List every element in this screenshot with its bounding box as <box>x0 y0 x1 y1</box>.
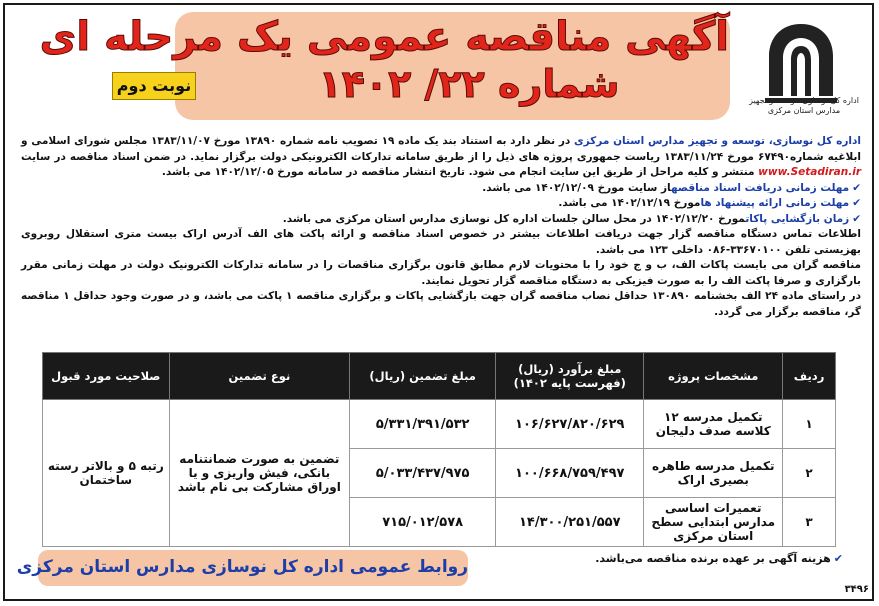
estimated-price: ۱۰۰/۶۶۸/۷۵۹/۴۹۷ <box>496 449 644 498</box>
estimated-price: ۱۴/۳۰۰/۲۵۱/۵۵۷ <box>496 498 644 547</box>
table-header-row <box>43 353 836 400</box>
header-estimated-price: مبلغ برآورد (ریال) (فهرست پایه ۱۴۰۲) <box>496 353 644 400</box>
project-spec: تکمیل مدرسه طاهره بصیری اراک <box>644 449 783 498</box>
estimated-price: ۱۰۶/۶۲۷/۸۲۰/۶۲۹ <box>496 400 644 449</box>
guarantee-amount: ۷۱۵/۰۱۲/۵۷۸ <box>350 498 496 547</box>
header-qualification: صلاحیت مورد قبول <box>43 353 170 400</box>
check-icon: ✔ <box>852 212 861 225</box>
deadline-label: زمان بازگشایی پاکات <box>745 212 850 225</box>
quorum-paragraph: در راستای ماده ۲۴ الف بخشنامه ۱۳۰۸۹۰ حداقل نصاب مناقصه گران جهت بازگشایی پاکات و برگزاری مناقصه ۱ پاکت می باشد، و در صورت وجود حداقل ۱ مناقصه گر، مناقصه برگزار می گردد. <box>21 290 861 318</box>
logo-caption: اداره کل نوسازی، توسعه و تجهیز مدارس استان مرکزی <box>749 96 859 115</box>
public-relations-text: روابط عمومی اداره کل نوسازی مدارس استان مرکزی <box>16 557 468 577</box>
projects-table <box>42 352 836 547</box>
page-title: آگهی مناقصه عمومی یک مرحله ای <box>39 14 729 60</box>
qualification: رتبه ۵ و بالاتر رسته ساختمان <box>43 400 170 547</box>
contact-info: اطلاعات تماس دستگاه مناقصه گزار جهت دریافت اطلاعات بیشتر در خصوص اسناد مناقصه و ارائه پاکت های الف آدرس اراک بیست متری استقلال روبروی بهزیستی تلفن ۳۳۶۷۰۱۰۰-۰۸۶ داخلی ۱۲۳ می باشد. <box>21 228 861 256</box>
deadline-item <box>21 196 861 212</box>
public-relations-banner <box>16 550 468 586</box>
guarantee-amount: ۵/۳۳۱/۳۹۱/۵۳۲ <box>350 400 496 449</box>
check-icon: ✔ <box>852 181 861 194</box>
deadline-item <box>21 181 861 197</box>
submission-paragraph: مناقصه گران می بایست پاکات الف، ب و ج خود را با محتویات لازم مطابق قانون برگزاری مناقصات را در سامانه تدارکات الکترونیک دولت در مهلت زمانی مقرر بارگزاری و صرفا پاکت الف را به صورت فیزیکی به دستگاه مناقصه گزار تحویل نمایند. <box>21 259 861 287</box>
deadline-text: از سایت مورخ ۱۴۰۲/۱۲/۰۹ می باشد. <box>482 181 671 194</box>
website-link[interactable]: www.Setadiran.ir <box>758 166 861 178</box>
deadline-text: مورخ ۱۴۰۲/۱۲/۲۰ در محل سالن جلسات اداره کل نوسازی مدارس استان مرکزی می باشد. <box>282 212 746 225</box>
intro-text-2: منتشر و کلیه مراحل از طریق این سایت انجام می شود. تاریخ انتشار مناقصه در سامانه مورخ ۱۴۰۲/۱۲/۰۵ می باشد. <box>161 166 759 178</box>
table-row <box>43 400 836 449</box>
header-guarantee-amount: مبلغ تضمین (ریال) <box>350 353 496 400</box>
deadline-item <box>21 212 861 228</box>
project-spec: تکمیل مدرسه ۱۲ کلاسه صدف دلیجان <box>644 400 783 449</box>
row-number: ۱ <box>783 400 836 449</box>
cost-note <box>595 552 843 565</box>
tender-number: شماره ۲۲/ ۱۴۰۲ <box>318 62 620 106</box>
cost-note-text: هزینه آگهی بر عهده برنده مناقصه می‌باشد. <box>595 552 831 565</box>
guarantee-amount: ۵/۰۳۳/۴۳۷/۹۷۵ <box>350 449 496 498</box>
header-guarantee-type: نوع تضمین <box>169 353 350 400</box>
header-project-spec: مشخصات پروژه <box>644 353 783 400</box>
check-icon: ✔ <box>852 197 861 209</box>
deadline-label: مهلت زمانی ارائه پیشنهاد ها <box>700 197 850 209</box>
header-row-number: ردیف <box>783 353 836 400</box>
row-number: ۲ <box>783 449 836 498</box>
ad-code: ۳۴۹۶ <box>844 584 869 595</box>
deadline-label: مهلت زمانی دریافت اسناد مناقصه <box>670 181 850 194</box>
project-spec: تعمیرات اساسی مدارس ابتدایی سطح استان مرکزی <box>644 498 783 547</box>
check-icon: ✔ <box>833 552 843 565</box>
announcement-body <box>21 134 861 320</box>
row-number: ۳ <box>783 498 836 547</box>
organization-name: اداره کل نوسازی، توسعه و تجهیز مدارس استان مرکزی <box>574 135 861 147</box>
deadline-text: مورخ ۱۴۰۲/۱۲/۱۹ می باشد. <box>558 197 701 209</box>
intro-text: در نظر دارد به استناد بند یک ماده ۱۹ تصویب نامه شماره ۱۳۸۹۰ مورخ ۱۳۸۳/۱۱/۰۷ مجلس شورای اسلامی و ابلاغیه شماره۶۷۴۹۰ مورخ ۱۳۸۳/۱۱/۲۴ ریاست جمهوری پروژه های ذیل را از طریق سامانه تدارکات الکترونیکی دولت برگزار نماید. در ضمن اسناد مناقصه در سایت <box>21 135 861 163</box>
guarantee-type: تضمین به صورت ضمانتنامه بانکی، فیش واریزی و یا اوراق مشارکت بی نام باشد <box>169 400 350 547</box>
status-badge: نوبت دوم <box>112 72 196 100</box>
